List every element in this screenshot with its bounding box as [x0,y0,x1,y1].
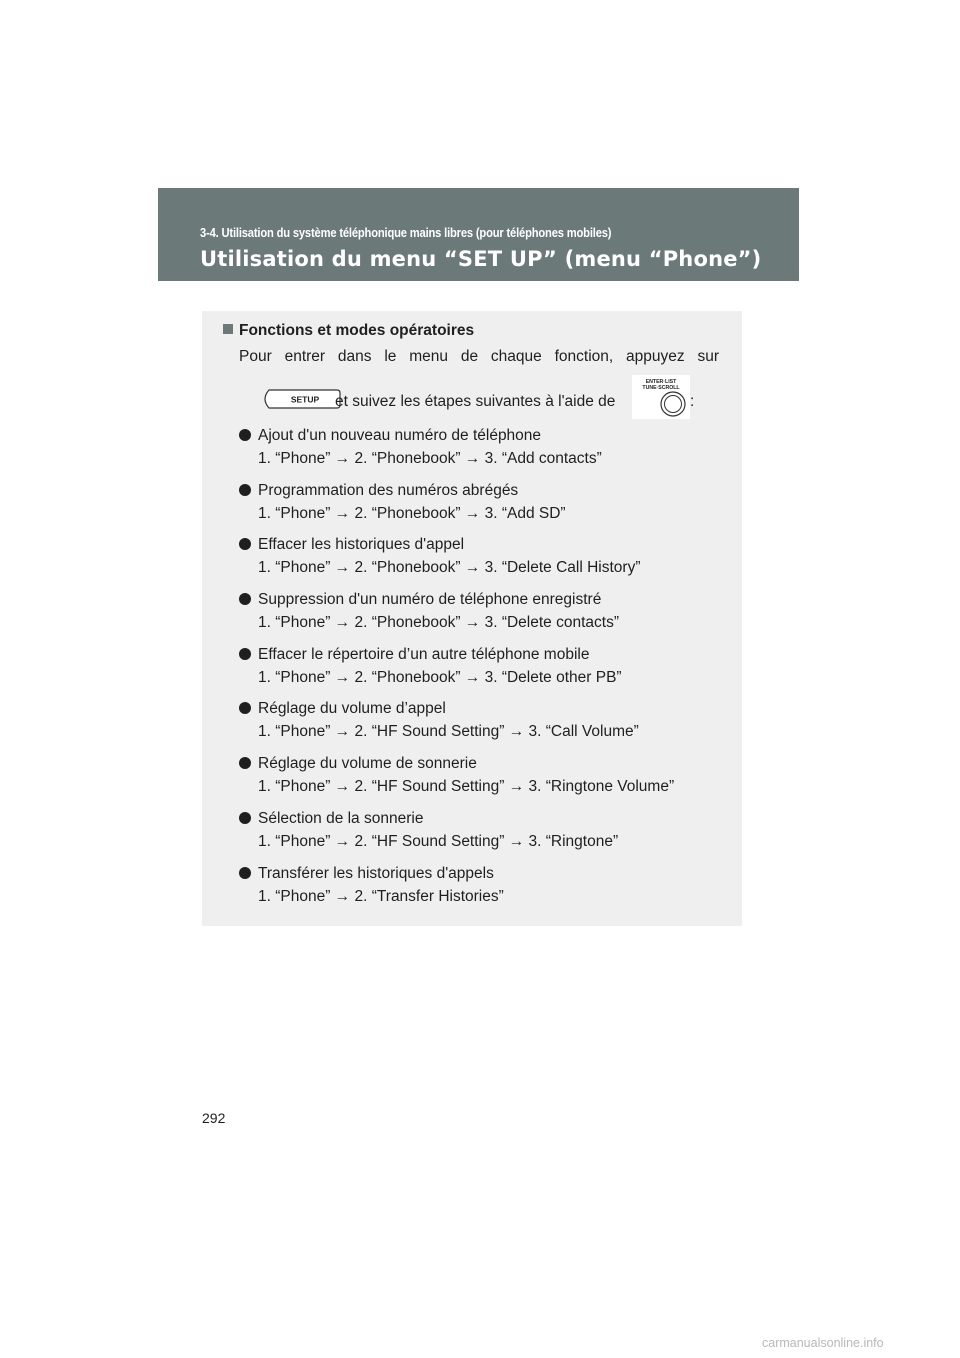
tune-scroll-knob-icon [632,375,690,419]
item-path: 1. “Phone” → 2. “Phonebook” → 3. “Delete other PB” [258,669,622,686]
section-label: 3-4. Utilisation du système téléphonique mains libres (pour téléphones mobiles) [200,225,612,240]
item-path: 1. “Phone” → 2. “Phonebook” → 3. “Add contacts” [258,450,602,467]
setup-button-icon [257,387,342,411]
bullet-icon [239,648,251,660]
item-path: 1. “Phone” → 2. “Phonebook” → 3. “Add SD” [258,505,566,522]
list-item [239,424,602,470]
list-item [239,697,639,743]
panel-heading-text: Fonctions et modes opératoires [239,322,475,339]
item-title: Réglage du volume de sonnerie [258,755,477,772]
item-title: Effacer le répertoire d’un autre téléphone mobile [258,646,590,663]
panel-heading [223,322,474,340]
watermark: carmanualsonline.info [762,1336,884,1350]
square-bullet-icon [223,324,233,334]
item-path: 1. “Phone” → 2. “HF Sound Setting” → 3. “Ringtone” [258,833,619,850]
item-title: Suppression d'un numéro de téléphone enregistré [258,591,602,608]
list-item [239,643,622,689]
item-path: 1. “Phone” → 2. “HF Sound Setting” → 3. “Call Volume” [258,723,639,740]
page-number: 292 [202,1110,226,1126]
bullet-icon [239,812,251,824]
knob-label-bottom: TUNE·SCROLL [642,385,680,391]
bullet-icon [239,538,251,550]
item-path: 1. “Phone” → 2. “Phonebook” → 3. “Delete Call History” [258,559,641,576]
bullet-icon [239,867,251,879]
bullet-icon [239,429,251,441]
list-item [239,533,641,579]
list-item [239,588,619,634]
item-path: 1. “Phone” → 2. “Phonebook” → 3. “Delete contacts” [258,614,619,631]
item-title: Effacer les historiques d'appel [258,536,465,553]
list-item [239,807,618,853]
list-item [239,479,566,525]
item-path: 1. “Phone” → 2. “Transfer Histories” [258,888,504,905]
knob-label-top: ENTER·LIST [645,379,677,385]
bullet-icon [239,702,251,714]
item-title: Programmation des numéros abrégés [258,482,519,499]
intro-text: et suivez les étapes suivantes à l'aide de [335,393,616,410]
intro-line-2 [239,375,719,417]
item-title: Sélection de la sonnerie [258,810,424,827]
bullet-icon [239,757,251,769]
bullet-icon [239,593,251,605]
list-item [239,862,504,908]
item-title: Transférer les historiques d'appels [258,865,494,882]
section-header [158,188,799,281]
intro-line-1: Pour entrer dans le menu de chaque fonction, appuyez sur [239,348,719,365]
item-path: 1. “Phone” → 2. “HF Sound Setting” → 3. “Ringtone Volume” [258,778,675,795]
item-title: Ajout d'un nouveau numéro de téléphone [258,427,542,444]
page-title: Utilisation du menu “SET UP” (menu “Phone”) [200,247,762,271]
item-title: Réglage du volume d’appel [258,700,446,717]
setup-button-label: SETUP [290,394,320,405]
info-panel [202,311,742,926]
intro-colon: : [690,393,695,410]
list-item [239,752,674,798]
bullet-icon [239,484,251,496]
